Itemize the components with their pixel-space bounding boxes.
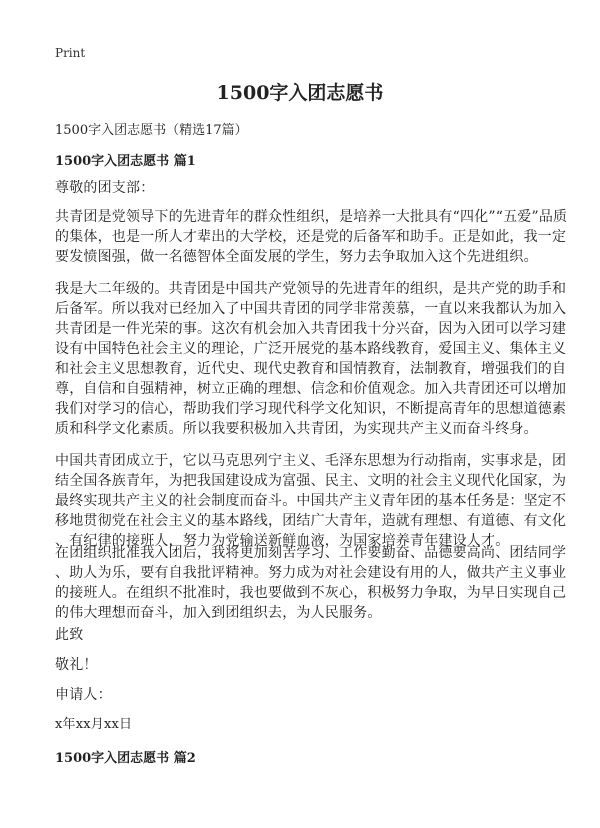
text-line: 中国共青团成立于，它以马克思列宁主义、毛泽东思想为行动指南，实事求是，团: [55, 453, 567, 469]
text-line: 我是大二年级的。共青团是中国共产党领导的先进青年的组织，是共产党的助手和: [55, 281, 567, 297]
text-line: 要发愤图强，做一名德智体全面发展的学生，努力去争取加入这个先进组织。: [55, 249, 538, 265]
text-line: 最终实现共产主义的社会制度而奋斗。中国共产主义青年团的基本任务是：坚定不: [55, 493, 567, 509]
text-line: 和社会主义思想教育，近代史、现代史教育和国情教育，法制教育，增强我们的自: [55, 361, 567, 377]
subtitle: 1500字入团志愿书（精选17篇）: [55, 123, 248, 138]
salutation: 尊敬的团支部：: [55, 180, 155, 196]
text-line: 后备军。所以我对已经加入了中国共青团的同学非常羡慕，一直以来我都认为加入: [55, 301, 567, 317]
text-line: 我们对学习的信心，帮助我们学习现代科学文化知识，不断提高青年的思想道德素: [55, 401, 567, 417]
text-line: 移地贯彻党在社会主义的基本路线，团结广大青年，造就有理想、有道德、有文化: [55, 513, 567, 529]
text-line: 尊，自信和自强精神，树立正确的理想、信念和价值观念。加入共青团还可以增加: [55, 381, 567, 397]
closing-1: 此致: [55, 627, 84, 643]
paragraph-4: [55, 543, 566, 623]
text-line: 在团组织批准我入团后，我将更加刻苦学习、工作要勤奋、品德要高尚、团结同学: [55, 545, 567, 561]
text-line: 质和科学文化素质。所以我要积极加入共青团，为实现共产主义而奋斗终身。: [55, 421, 538, 437]
paragraph-3: [55, 451, 566, 551]
text-line: 的伟大理想而奋斗，加入到团组织去，为人民服务。: [55, 605, 382, 621]
paragraph-2: [55, 279, 566, 439]
text-line: 、有纪律的接班人，努力为党输送新鲜血液，为国家培养青年建设人才。: [55, 533, 510, 549]
print-link[interactable]: Print: [55, 46, 86, 60]
text-line: 设有中国特色社会主义的理论，广泛开展党的基本路线教育，爱国主义、集体主义: [55, 341, 567, 357]
text-line: 的接班人。在组织不批准时，我也要做到不灰心，积极努力争取，为早日实现自己: [55, 585, 567, 601]
applicant-label: 申请人：: [55, 687, 112, 703]
closing-2: 敬礼！: [55, 657, 98, 673]
text-line: 结全国各族青年，为把我国建设成为富强、民主、文明的社会主义现代化国家，为: [55, 473, 567, 489]
page-title: 1500字入团志愿书: [216, 82, 384, 104]
text-line: 共青团是一件光荣的事。这次有机会加入共青团我十分兴奋，因为入团可以学习建: [55, 321, 567, 337]
text-line: 共青团是党领导下的先进青年的群众性组织，是培养一大批具有“四化”“五爱”品质: [55, 209, 568, 225]
paragraph-1: [55, 207, 567, 267]
date: x年xx月xx日: [55, 717, 133, 732]
text-line: 、助人为乐，要有自我批评精神。努力成为对社会建设有用的人，做共产主义事业: [55, 565, 567, 581]
text-line: 的集体，也是一所人才辈出的大学校，还是党的后备军和助手。正是如此，我一定: [55, 229, 567, 245]
section-heading-1: 1500字入团志愿书 篇1: [55, 154, 196, 169]
section-heading-2: 1500字入团志愿书 篇2: [55, 751, 196, 766]
